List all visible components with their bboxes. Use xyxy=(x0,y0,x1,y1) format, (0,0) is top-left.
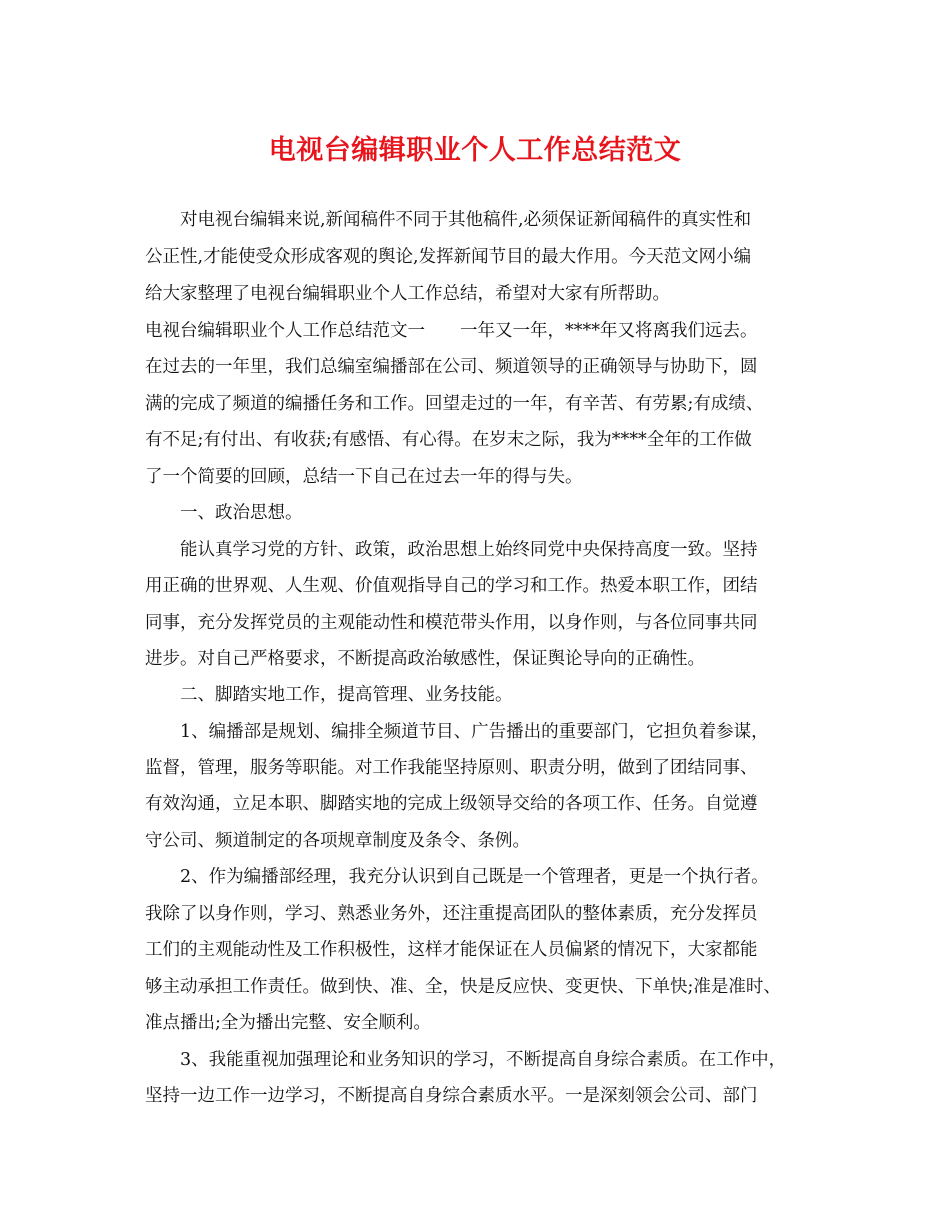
paragraph-line: 有效沟通，立足本职、脚踏实地的完成上级领导交给的各项工作、任务。自觉遵 xyxy=(145,794,758,814)
paragraph-line: 给大家整理了电视台编辑职业个人工作总结，希望对大家有所帮助。 xyxy=(145,284,670,304)
paragraph-line: 3、我能重视加强理论和业务知识的学习，不断提高自身综合素质。在工作中， xyxy=(180,1050,787,1070)
paragraph-line: 对电视台编辑来说,新闻稿件不同于其他稿件,必须保证新闻稿件的真实性和 xyxy=(180,210,752,230)
paragraph-line: 够主动承担工作责任。做到快、准、全，快是反应快、变更快、下单快;准是准时、 xyxy=(145,977,781,997)
paragraph-line: 坚持一边工作一边学习，不断提高自身综合素质水平。一是深刻领会公司、部门 xyxy=(145,1086,758,1106)
paragraph-line: 1、编播部是规划、编排全频道节目、广告播出的重要部门，它担负着参谋， xyxy=(180,722,769,742)
paragraph-line: 电视台编辑职业个人工作总结范文一 一年又一年，****年又将离我们远去。 xyxy=(145,321,758,341)
paragraph-line: 了一个简要的回顾，总结一下自己在过去一年的得与失。 xyxy=(145,467,583,487)
section-heading: 二、脚踏实地工作，提高管理、业务技能。 xyxy=(180,685,513,705)
paragraph-line: 准点播出;全为播出完整、安全顺利。 xyxy=(145,1013,431,1033)
paragraph-line: 工们的主观能动性及工作积极性，这样才能保证在人员偏紧的情况下，大家都能 xyxy=(145,940,758,960)
paragraph-line: 监督，管理，服务等职能。对工作我能坚持原则、职责分明，做到了团结同事、 xyxy=(145,758,758,778)
paragraph-line: 公正性,才能使受众形成客观的舆论,发挥新闻节目的最大作用。今天范文网小编 xyxy=(145,247,752,267)
paragraph-line: 进步。对自己严格要求，不断提高政治敏感性，保证舆论导向的正确性。 xyxy=(145,649,705,669)
paragraph-line: 用正确的世界观、人生观、价值观指导自己的学习和工作。热爱本职工作，团结 xyxy=(145,576,758,596)
paragraph-line: 满的完成了频道的编播任务和工作。回望走过的一年，有辛苦、有劳累;有成绩、 xyxy=(145,394,764,414)
paragraph-line: 在过去的一年里，我们总编室编播部在公司、频道领导的正确领导与协助下，圆 xyxy=(145,357,758,377)
document-title: 电视台编辑职业个人工作总结范文 xyxy=(268,135,682,166)
paragraph-line: 能认真学习党的方针、政策，政治思想上始终同党中央保持高度一致。坚持 xyxy=(180,540,758,560)
paragraph-line: 我除了以身作则，学习、熟悉业务外，还注重提高团队的整体素质，充分发挥员 xyxy=(145,904,758,924)
paragraph-line: 2、作为编播部经理，我充分认识到自己既是一个管理者，更是一个执行者。 xyxy=(180,867,769,887)
paragraph-line: 守公司、频道制定的各项规章制度及条令、条例。 xyxy=(145,831,530,851)
paragraph-line: 有不足;有付出、有收获;有感悟、有心得。在岁末之际，我为****全年的工作做 xyxy=(145,430,752,450)
section-heading: 一、政治思想。 xyxy=(180,503,303,523)
paragraph-line: 同事，充分发挥党员的主观能动性和模范带头作用，以身作则，与各位同事共同 xyxy=(145,613,758,633)
